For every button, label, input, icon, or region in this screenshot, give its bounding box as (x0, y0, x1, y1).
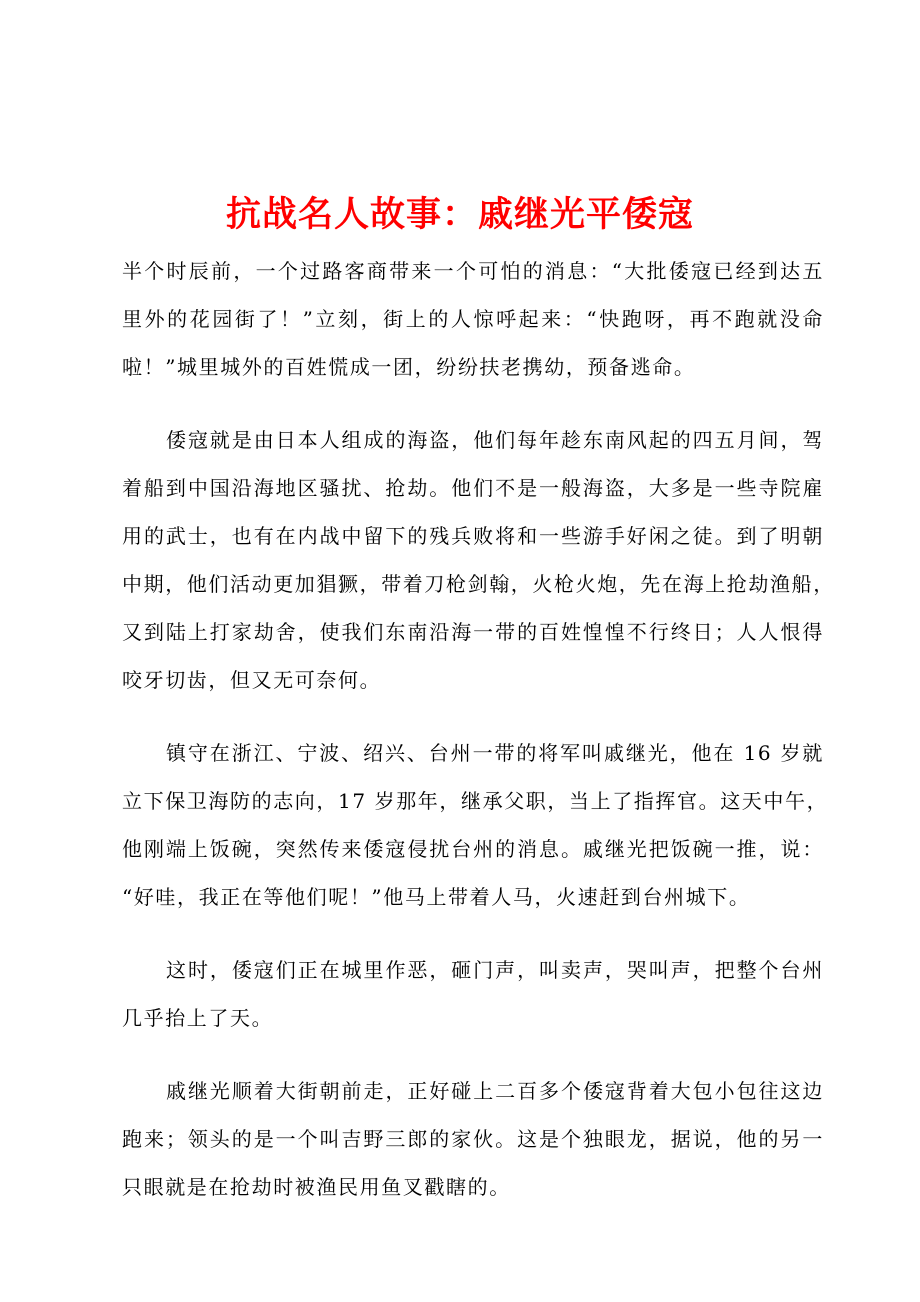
text-line: 倭寇就是由日本人组成的海盗，他们每年趁东南风起的四五月间，驾 (166, 428, 824, 452)
document-body (122, 253, 835, 1242)
text-line: 中期，他们活动更加猖獗，带着刀枪剑翰，火枪火炮，先在海上抢劫渔船， (122, 572, 835, 596)
text-line: 里外的花园街了！”立刻，街上的人惊呼起来：“快跑呀，再不跑就没命 (122, 307, 824, 331)
text-line: 跑来；领头的是一个叫吉野三郎的家伙。这是个独眼龙，据说，他的另一 (122, 1127, 824, 1151)
text-line: 咬牙切齿，但又无可奈何。 (122, 668, 382, 692)
text-line: 立下保卫海防的志向，17 岁那年，继承父职，当上了指挥官。这天中午， (122, 789, 829, 813)
text-line: 着船到中国沿海地区骚扰、抢劫。他们不是一般海盗，大多是一些寺院雇 (122, 476, 824, 500)
text-line: 戚继光顺着大街朝前走，正好碰上二百多个倭寇背着大包小包往这边 (166, 1079, 824, 1103)
text-line: 又到陆上打家劫舍，使我们东南沿海一带的百姓惶惶不行终日；人人恨得 (122, 620, 824, 644)
paragraph (122, 253, 824, 397)
text-line: 这时，倭寇们正在城里作恶，砸门声，叫卖声，哭叫声，把整个台州 (166, 958, 824, 982)
paragraph (122, 952, 824, 1048)
text-line: 用的武士，也有在内战中留下的残兵败将和一些游手好闲之徒。到了明朝 (122, 524, 824, 548)
text-line: 只眼就是在抢劫时被渔民用鱼叉戳瞎的。 (122, 1175, 511, 1199)
text-line: 他刚端上饭碗，突然传来倭寇侵扰台州的消息。戚继光把饭碗一推，说： (122, 837, 824, 861)
text-line: 啦！”城里城外的百姓慌成一团，纷纷扶老携幼，预备逃命。 (122, 355, 696, 379)
paragraph (122, 735, 829, 927)
paragraph (122, 1073, 824, 1217)
paragraph (122, 422, 835, 710)
text-line: 几乎抬上了天。 (122, 1006, 274, 1030)
text-line: 镇守在浙江、宁波、绍兴、台州一带的将军叫戚继光，他在 16 岁就 (166, 741, 824, 765)
text-line: 半个时辰前，一个过路客商带来一个可怕的消息：“大批倭寇已经到达五 (122, 259, 824, 283)
text-line: “好哇，我正在等他们呢！”他马上带着人马，火速赶到台州城下。 (122, 885, 751, 909)
document-title: 抗战名人故事：戚继光平倭寇 (225, 194, 694, 235)
